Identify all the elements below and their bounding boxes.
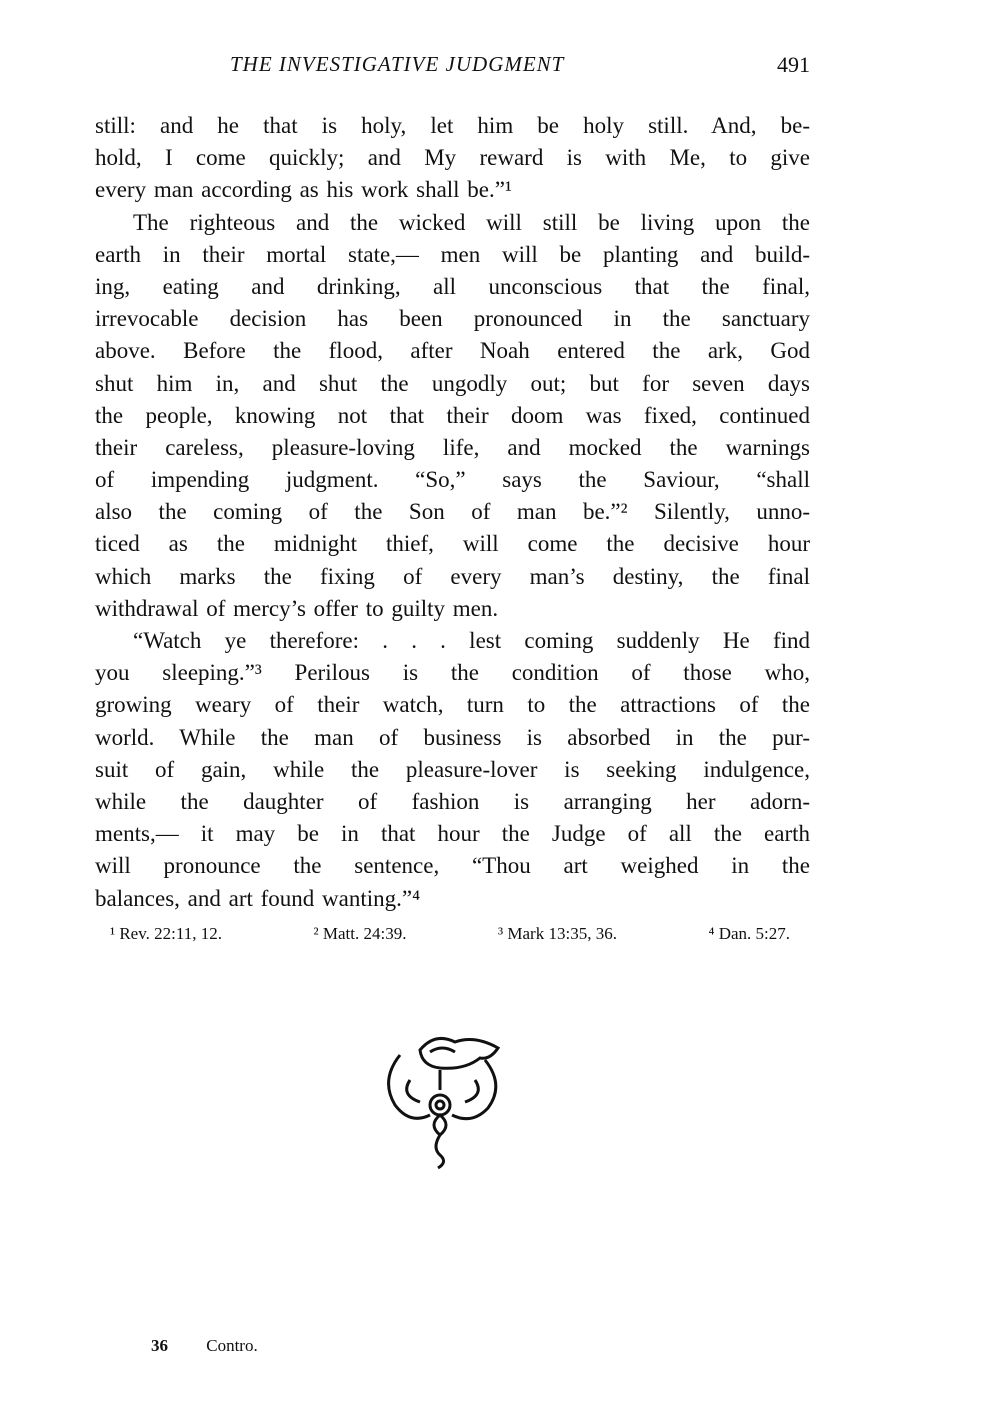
text-line: the people, knowing not that their doom was fixed, continued <box>95 402 810 428</box>
text-line: still: and he that is holy, let him be holy still. And, be- <box>95 113 810 138</box>
text-line: you sleeping.”³ Perilous is the condition of those who, <box>95 660 810 686</box>
text-line: withdrawal of mercy’s offer to guilty men. <box>95 595 499 621</box>
text-line: shut him in, and shut the ungodly out; but for seven days <box>95 370 810 396</box>
signature-label: Contro. <box>206 1336 258 1355</box>
text-line: The righteous and the wicked will still be living upon the <box>133 209 810 235</box>
text-line: “Watch ye therefore: . . . lest coming suddenly He find <box>133 628 810 653</box>
signature-number: 36 <box>151 1336 168 1355</box>
text-line: which marks the fixing of every man’s destiny, the final <box>95 563 810 589</box>
footnote: ¹ Rev. 22:11, 12. <box>110 924 222 943</box>
text-line: irrevocable decision has been pronounced in the sanctuary <box>95 306 810 332</box>
text-line: will pronounce the sentence, “Thou art weighed in the <box>95 853 810 879</box>
footnotes <box>110 924 790 944</box>
text-line: above. Before the flood, after Noah entered the ark, God <box>95 338 810 364</box>
text-line: while the daughter of fashion is arranging her adorn- <box>95 788 810 814</box>
printer-signature <box>151 1336 258 1356</box>
footnote: ³ Mark 13:35, 36. <box>498 924 617 943</box>
text-line: ments,— it may be in that hour the Judge of all the earth <box>95 821 810 847</box>
text-line: of impending judgment. “So,” says the Saviour, “shall <box>95 467 810 493</box>
page-number: 491 <box>777 52 810 77</box>
text-line: growing weary of their watch, turn to the attractions of the <box>95 692 810 718</box>
body-text <box>95 110 810 915</box>
footnote: ² Matt. 24:39. <box>313 924 407 943</box>
running-header <box>95 52 810 86</box>
chapter-title: THE INVESTIGATIVE JUDGMENT <box>230 52 565 76</box>
text-line: their careless, pleasure-loving life, and mocked the warnings <box>95 434 810 460</box>
text-line: also the coming of the Son of man be.”² Silently, unno- <box>95 499 810 525</box>
text-line: every man according as his work shall be.”¹ <box>95 177 512 203</box>
footnote: ⁴ Dan. 5:27. <box>708 924 790 943</box>
text-line: earth in their mortal state,— men will be planting and build- <box>95 241 810 267</box>
text-line: ticed as the midnight thief, will come the decisive hour <box>95 531 810 557</box>
text-line: hold, I come quickly; and My reward is with Me, to give <box>95 145 810 171</box>
text-line: balances, and art found wanting.”⁴ <box>95 885 421 911</box>
ornament-icon <box>380 1030 505 1170</box>
text-line: ing, eating and drinking, all unconscious that the final, <box>95 273 810 299</box>
text-line: suit of gain, while the pleasure-lover is seeking indulgence, <box>95 756 810 782</box>
text-line: world. While the man of business is absorbed in the pur- <box>95 724 810 750</box>
